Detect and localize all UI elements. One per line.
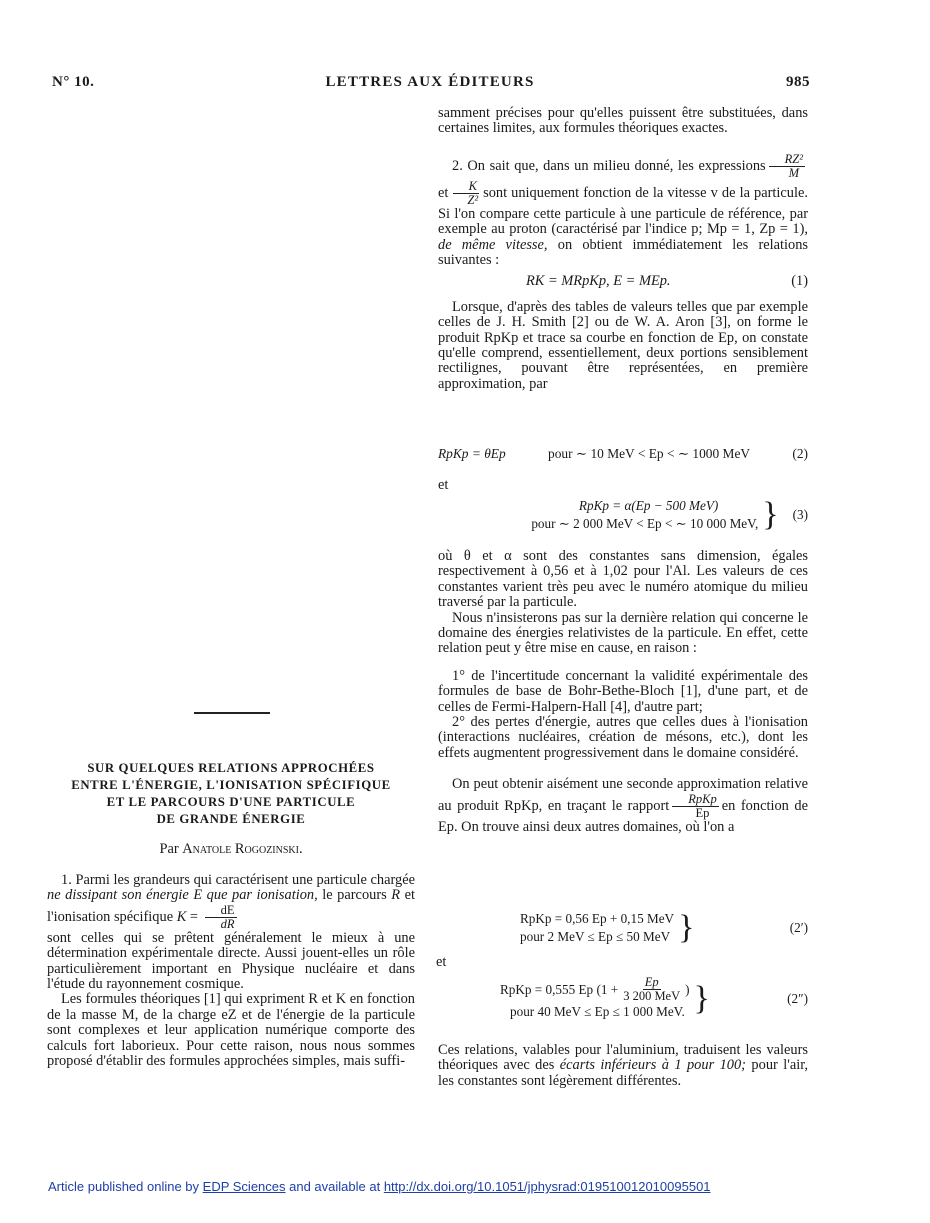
fraction-RZ2-M: $\frac{\text{RZ²}}{M}$	[769, 153, 805, 180]
title-line: ET LE PARCOURS D'UNE PARTICULE	[106, 795, 356, 809]
paragraph-2: Les formules théoriques [1] qui expriment R et K en fonction de la masse M, de la charge eZ et de l'énergie de la particule sont complexes et leur application numérique comporte des calculs fort laborieux. Pour cette raison, nous nous sommes proposé d'établir des formules approchées simples, mais suffi-	[47, 991, 415, 1070]
paragraph-section-2: 2. On sait que, dans un milieu donné, les expressions $\frac{\text{RZ²}}{M}$ et $\frac{K}{\text{Z²}}$ sont uniquement fonction de la vitesse v de la particule. Si l'on compare cette particule à une particule de référence, par exemple au proton (caractérisé par l'indice p; Mp = 1, Zp = 1), de même vitesse, on obtient immédiatement les relations suivantes :	[438, 151, 808, 269]
publication-footer: Article published online by EDP Sciences and available at http://dx.doi.org/10.1051/jphysrad:019510012010095501	[48, 1179, 711, 1194]
issue-number: N° 10.	[52, 74, 95, 90]
list-item-2: 2° des pertes d'énergie, autres que celles dues à l'ionisation (interactions nucléaires, création de mésons, etc.), dont les effets augmentent progressivement dans le domaine considéré.	[438, 714, 808, 761]
page-number: 985	[786, 74, 810, 90]
paragraph-ces: Ces relations, valables pour l'aluminium, traduisent les valeurs théoriques avec des écarts inférieurs à 1 pour 100; pour l'air, les constantes sont légèrement différentes.	[438, 1042, 809, 1089]
fraction-RpKp-Ep: $\frac{\text{RpKp}}{Ep}$	[672, 793, 718, 820]
paragraph-1-cont: sont celles qui se prêtent généralement le mieux à une détermination expérimentale directe. Aussi jouent-elles un rôle particulièrement important en Physique nucléaire et dans l'étude du rayonnement cosmique.	[47, 929, 415, 993]
conjunction-et: et	[438, 477, 449, 493]
paragraph-nous: Nous n'insisterons pas sur la dernière relation qui concerne le domaine des énergies relativistes de la particule. En effet, cette relation peut y être mise en cause, en raison :	[438, 609, 808, 657]
title-line: DE GRANDE ÉNERGIE	[156, 812, 306, 826]
paragraph-1: 1. Parmi les grandeurs qui caractérisent une particule chargée ne dissipant son énergie E que par ionisation, le parcours R et l'ionisation spécifique K = $\frac{dE}{dR}$	[47, 872, 415, 931]
paragraph-cont: samment précises pour qu'elles puissent être substituées, dans certaines limites, aux formules théoriques exactes.	[438, 105, 808, 137]
paragraph-lorsque: Lorsque, d'après des tables de valeurs telles que par exemple celles de J. H. Smith [2] ou de W. A. Aron [3], on forme le produit RpKp et trace sa courbe en fonction de Ep, on constate qu'elle comprend, essentiellement, deux portions sensiblement rectilignes, pouvant être représentées, en première approximation, par	[438, 298, 808, 392]
right-body-3	[438, 1043, 808, 1089]
right-body-2	[438, 549, 808, 835]
equation-1: RK = MRpKp, E = MEp. (1)	[526, 273, 808, 290]
article-title	[47, 760, 415, 828]
article-heading	[47, 760, 415, 857]
brace: }	[693, 979, 710, 1017]
paragraph-on-peut: On peut obtenir aisément une seconde approximation relative au produit RpKp, en traçant le rapport $\frac{\text{RpKp}}{Ep}$ en fonction de Ep. On trouve ainsi deux autres domaines, où l'on a	[438, 776, 809, 835]
left-body	[47, 873, 415, 1069]
byline	[47, 842, 415, 857]
equation-2-prime: RpKp = 0,56 Ep + 0,15 MeV pour 2 MeV ≤ Ep ≤ 50 MeV } (2′)	[520, 909, 808, 946]
byline-prefix: Par	[159, 841, 179, 857]
running-title: LETTRES AUX ÉDITEURS	[325, 74, 535, 90]
equation-2: RpKp = θEp pour ∼ 10 MeV < Ep < ∼ 1000 MeV (2)	[438, 446, 808, 461]
fraction-dE-dR: $\frac{dE}{dR}$	[205, 904, 237, 931]
title-line: SUR QUELQUES RELATIONS APPROCHÉES	[87, 761, 375, 775]
author-name: Anatole Rogozinski.	[182, 841, 303, 857]
brace: }	[678, 909, 695, 946]
equation-3: RpKp = α(Ep − 500 MeV) pour ∼ 2 000 MeV < Ep < ∼ 10 000 MeV, } (3)	[531, 496, 808, 533]
title-line: ENTRE L'ÉNERGIE, L'IONISATION SPÉCIFIQUE	[71, 778, 391, 792]
edp-sciences-link[interactable]: EDP Sciences	[202, 1179, 286, 1194]
right-body	[438, 106, 808, 392]
fraction-K-Z2: $\frac{K}{\text{Z²}}$	[451, 180, 480, 207]
doi-link[interactable]: http://dx.doi.org/10.1051/jphysrad:019510012010095501	[383, 1179, 711, 1194]
fraction-Ep-3200: $\frac{Ep}{\text{3 200 MeV}}$	[623, 975, 681, 1003]
brace: }	[762, 496, 779, 533]
section-divider	[194, 712, 270, 714]
list-item-1: 1° de l'incertitude concernant la validité expérimentale des formules de base de Bohr-Bethe-Bloch [1], d'une part, et de celles de Fermi-Halpern-Hall [4], d'autre part;	[438, 667, 808, 715]
conjunction-et-2: et	[436, 954, 447, 970]
equation-2-double-prime: RpKp = 0,555 Ep (1 + $\frac{Ep}{\text{3 200 MeV}}$ ) pour 40 MeV ≤ Ep ≤ 1 000 MeV. } (2″)	[500, 975, 808, 1019]
paragraph-ou: où θ et α sont des constantes sans dimension, égales respectivement à 0,56 et à 1,02 pour l'Al. Les valeurs de ces constantes varient très peu avec le numéro atomique du milieu traversé par la particule.	[438, 548, 808, 611]
